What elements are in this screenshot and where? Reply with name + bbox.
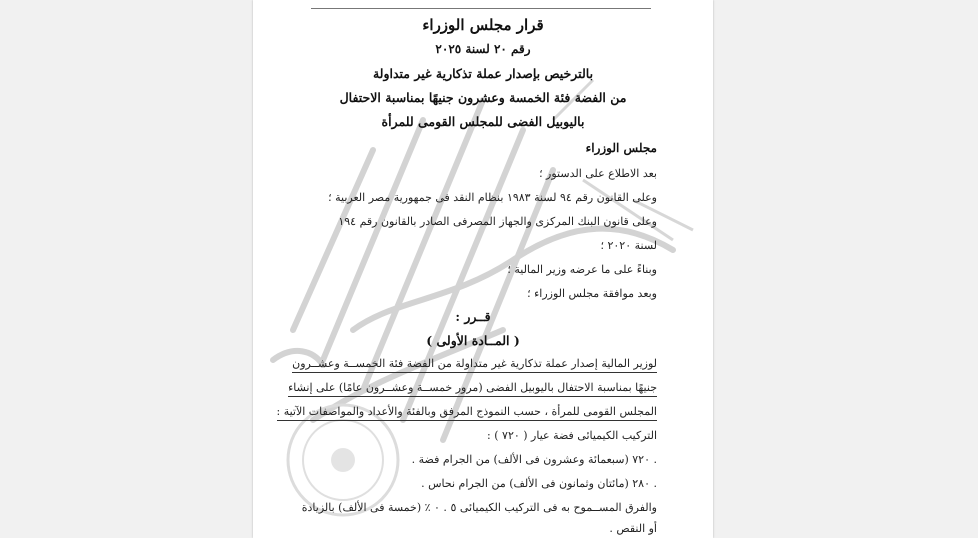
preamble-line: وبعد موافقة مجلس الوزراء ؛ bbox=[527, 287, 657, 300]
subject-line-2: من الفضة فئة الخمسة وعشرون جنيهًا بمناسبة الاحتفال bbox=[339, 90, 627, 105]
document-page bbox=[253, 0, 713, 538]
top-divider bbox=[311, 8, 651, 9]
composition-item: . ٧٢٠ (سبعمائة وعشرون فى الألف) من الجرام فضة . bbox=[411, 453, 657, 466]
decree-title: قرار مجلس الوزراء bbox=[422, 16, 544, 34]
article-text-line: لوزير المالية إصدار عملة تذكارية غير متداولة من الفضة فئة الخمســة وعشــرون bbox=[292, 357, 657, 373]
article-text-line: المجلس القومى للمرأة ، حسب النموذج المرفق وبالفئة والأعداد والمواصفات الآتية : bbox=[277, 405, 658, 421]
article-text-line: جنيهًا بمناسبة الاحتفال باليوبيل الفضى (مرور خمســة وعشــرون عامًا) على إنشاء bbox=[288, 381, 657, 397]
decree-number: رقم ٢٠ لسنة ٢٠٢٥ bbox=[435, 42, 531, 56]
council-heading: مجلس الوزراء bbox=[585, 141, 657, 155]
subject-line-3: باليوبيل الفضى للمجلس القومى للمرأة bbox=[381, 114, 585, 129]
tolerance-line: أو النقص . bbox=[609, 522, 657, 535]
tolerance-line: والفرق المســموح به فى التركيب الكيميائى ٥ . ٠ ٪ (خمسة فى الألف) بالزيادة bbox=[301, 501, 657, 514]
composition-heading: التركيب الكيميائى فضة عيار ( ٧٢٠ ) : bbox=[487, 429, 657, 442]
preamble-line: بعد الاطلاع على الدستور ؛ bbox=[539, 167, 657, 180]
preamble-line: وعلى القانون رقم ٩٤ لسنة ١٩٨٣ بنظام النقد فى جمهورية مصر العربية ؛ bbox=[328, 191, 657, 204]
article-one-heading: ( المــادة الأولى ) bbox=[426, 333, 520, 348]
decided-heading: قــرر : bbox=[455, 309, 491, 324]
composition-item: . ٢٨٠ (مائتان وثمانون فى الألف) من الجرام نحاس . bbox=[421, 477, 657, 490]
preamble-line: وبناءً على ما عرضه وزير المالية ؛ bbox=[507, 263, 657, 276]
preamble-line: لسنة ٢٠٢٠ ؛ bbox=[600, 239, 657, 252]
subject-line-1: بالترخيص بإصدار عملة تذكارية غير متداولة bbox=[372, 66, 594, 81]
preamble-line: وعلى قانون البنك المركزى والجهاز المصرفى الصادر بالقانون رقم ١٩٤ bbox=[338, 215, 657, 228]
